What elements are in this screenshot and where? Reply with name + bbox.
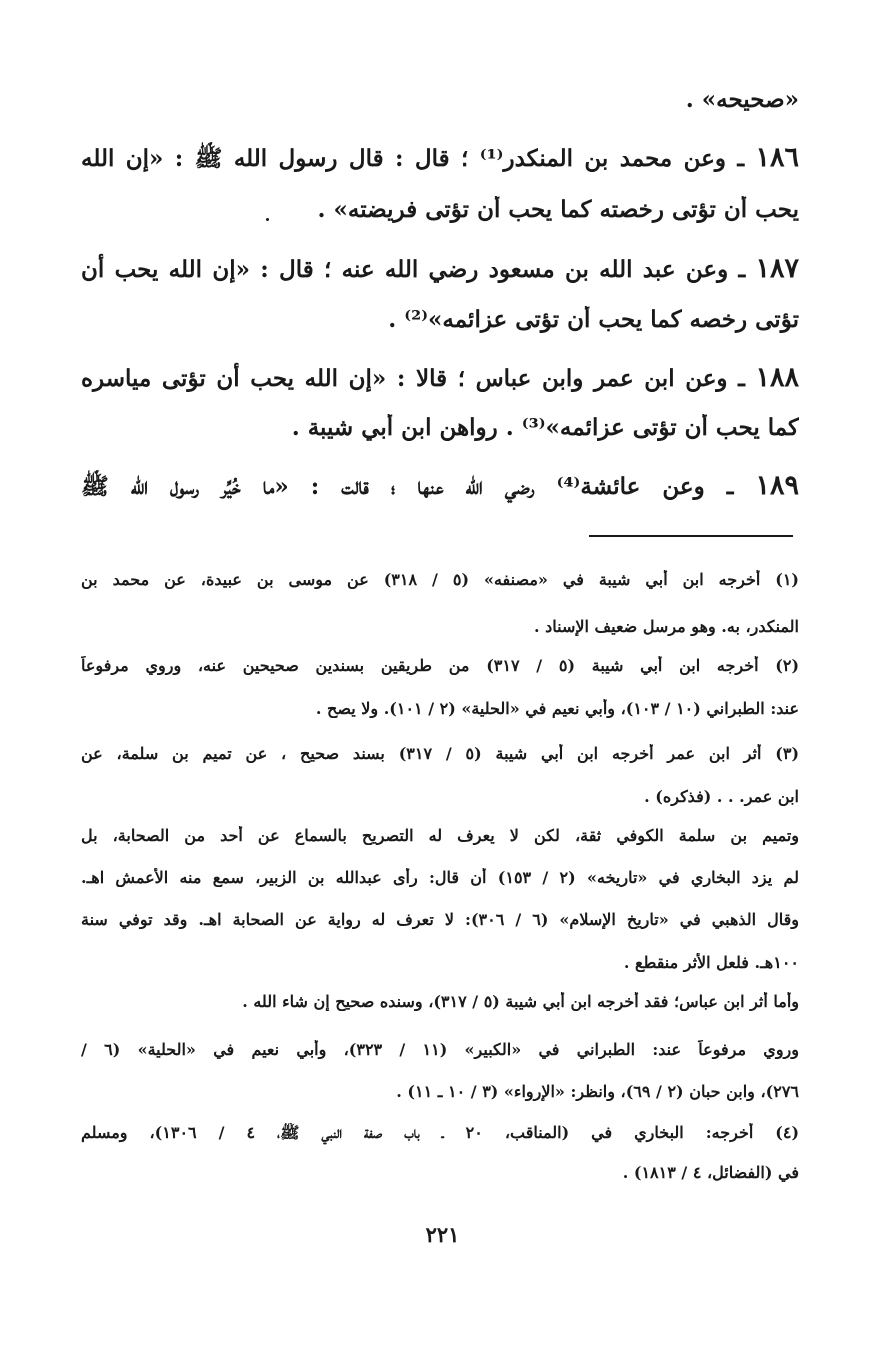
continuation-line: «صحيحه» . xyxy=(685,86,799,113)
footnote-3-line-8: وروي مرفوعاً عند: الطبراني في «الكبير» (١١ / ٣٢٣)، وأبي نعيم في «الحلية» (٦ / xyxy=(81,1040,799,1059)
ink-dot xyxy=(266,218,269,221)
hadith-text: ـ وعن ابن عمر وابن عباس ؛ قالا : «إن الله يحب أن تؤتى مياسره xyxy=(81,365,756,392)
hadith-text: ـ وعن محمد بن المنكدر⁽¹⁾ ؛ قال : قال رسول الله ﷺ : «إن الله xyxy=(81,145,756,172)
footnote-3-line-4: لم يزد البخاري في «تاريخه» (٢ / ١٥٣) أن قال: رأى عبدالله بن الزبير، سمع منه الأعمش اهـ. xyxy=(81,868,799,887)
footnote-separator xyxy=(589,535,793,537)
hadith-number: ١٨٦ xyxy=(755,142,799,173)
footnote-4-line-1: (٤) أخرجه: البخاري في (المناقب، ٢٠ ـ باب صفة النبي ﷺ، ٤ / ١٣٠٦)، ومسلم xyxy=(81,1123,799,1142)
footnote-2-line-2: عند: الطبراني (١٠ / ١٠٣)، وأبي نعيم في «الحلية» (٢ / ١٠١). ولا يصح . xyxy=(315,699,799,718)
footnote-3-line-7: وأما أثر ابن عباس؛ فقد أخرجه ابن أبي شيبة (٥ / ٣١٧)، وسنده صحيح إن شاء الله . xyxy=(242,992,799,1011)
footnote-3-line-5: وقال الذهبي في «تاريخ الإسلام» (٦ / ٣٠٦): لا تعرف له رواية عن الصحابة اهـ. وقد توفي سنة xyxy=(81,910,799,929)
footnote-3-line-3: وتميم بن سلمة الكوفي ثقة، لكن لا يعرف له التصريح بالسماع عن أحد من الصحابة، بل xyxy=(81,826,799,845)
hadith-186-line-2: يحب أن تؤتى رخصته كما يحب أن تؤتى فريضته» . xyxy=(317,196,799,223)
hadith-187-line-2: تؤتى رخصه كما يحب أن تؤتى عزائمه»⁽²⁾ . xyxy=(388,306,799,333)
footnote-2-line-1: (٢) أخرجه ابن أبي شيبة (٥ / ٣١٧) من طريقين بسندين صحيحين عنه، وروي مرفوعاً xyxy=(81,656,799,675)
hadith-number: ١٨٩ xyxy=(755,470,799,501)
page-number: ٢٢١ xyxy=(425,1222,460,1247)
hadith-189-line-1 xyxy=(81,470,799,506)
footnote-3-line-2: ابن عمر. . . (فذكره) . xyxy=(644,787,799,806)
hadith-number: ١٨٨ xyxy=(755,362,799,393)
footnote-1-line-2: المنكدر، به. وهو مرسل ضعيف الإسناد . xyxy=(534,617,799,636)
hadith-187-line-1 xyxy=(81,253,799,284)
hadith-186-line-1 xyxy=(81,142,799,178)
hadith-text: ـ وعن عبد الله بن مسعود رضي الله عنه ؛ قال : «إن الله يحب أن xyxy=(81,256,756,283)
footnote-3-line-6: ١٠٠هـ. فلعل الأثر منقطع . xyxy=(623,953,799,972)
hadith-188-line-2: كما يحب أن تؤتى عزائمه»⁽³⁾ . رواهن ابن أبي شيبة . xyxy=(291,414,799,441)
footnote-3-line-1: (٣) أثر ابن عمر أخرجه ابن أبي شيبة (٥ / ٣١٧) بسند صحيح ، عن تميم بن سلمة، عن xyxy=(81,744,799,763)
hadith-text: ـ وعن عائشة⁽⁴⁾ رضي الله عنها ؛ قالت : «ما خُيِّر رسول الله ﷺ xyxy=(81,473,756,500)
footnote-4-line-2: في (الفضائل، ٤ / ١٨١٣) . xyxy=(622,1163,799,1182)
hadith-188-line-1 xyxy=(81,362,799,393)
hadith-number: ١٨٧ xyxy=(755,253,799,284)
footnote-3-line-9: ٢٧٦)، وابن حبان (٢ / ٦٩)، وانظر: «الإرواء» (٣ / ١٠ ـ ١١) . xyxy=(396,1082,799,1101)
footnote-1-line-1: (١) أخرجه ابن أبي شيبة في «مصنفه» (٥ / ٣١٨) عن موسى بن عبيدة، عن محمد بن xyxy=(81,570,799,589)
